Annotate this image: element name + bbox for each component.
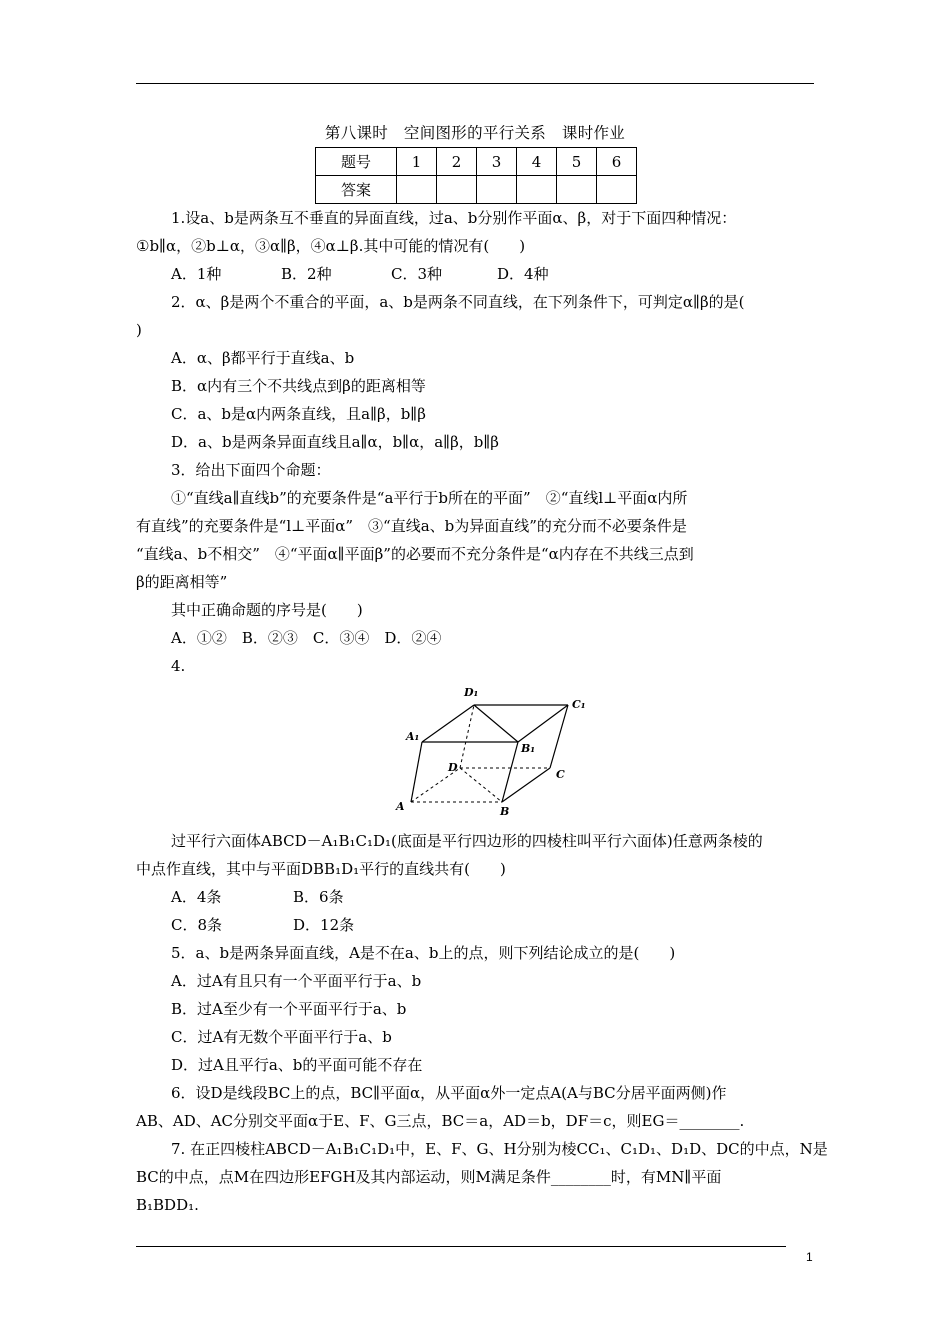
- q3-ask: 其中正确命题的序号是( ): [171, 601, 363, 619]
- q3-proposition-line: 有直线”的充要条件是“l⊥平面α” ③“直线a、b为异面直线”的充分而不必要条件是: [136, 517, 687, 535]
- label-a1: A₁: [406, 730, 420, 743]
- q2-option-c: C．a、b是α内两条直线，且a∥β，b∥β: [171, 405, 426, 423]
- q4-option-a: A．4条: [171, 888, 222, 906]
- q4-option-c: C．8条: [171, 916, 223, 934]
- q4-stem-line: 中点作直线，其中与平面DBB₁D₁平行的直线共有( ): [136, 860, 506, 878]
- q4-options-row-2: [136, 911, 816, 939]
- q3-proposition-line: ①“直线a∥直线b”的充要条件是“a平行于b所在的平面” ②“直线l⊥平面α内所: [171, 489, 688, 507]
- page-title: 第八课时 空间图形的平行关系 课时作业: [324, 124, 626, 142]
- answer-cell[interactable]: [397, 176, 437, 204]
- q4-option-b: B．6条: [293, 888, 344, 906]
- q6-stem-line: 6．设D是线段BC上的点，BC∥平面α，从平面α外一定点A(A与BC分居平面两侧)作: [171, 1084, 727, 1102]
- q3-proposition-line: “直线a、b不相交” ④“平面α∥平面β”的必要而不充分条件是“α内存在不共线三点到: [136, 545, 694, 563]
- q1-option-c: C．3种: [391, 265, 443, 283]
- q1-option-d: D．4种: [497, 265, 549, 283]
- edge-a1-d1: [422, 705, 474, 742]
- header-rule: [136, 83, 814, 84]
- q3-stem: 3．给出下面四个命题：: [171, 461, 331, 479]
- answer-table: [315, 147, 637, 204]
- footer-rule: [136, 1246, 786, 1247]
- table-header-cell: 题号: [316, 148, 397, 176]
- label-b1: B₁: [521, 742, 536, 755]
- q4-option-d: D．12条: [293, 916, 355, 934]
- answer-cell[interactable]: [597, 176, 637, 204]
- question-number-cell: 1: [397, 148, 437, 176]
- parallelepiped-figure: [390, 680, 586, 819]
- diagonal-d-b-hidden: [460, 768, 502, 802]
- answer-cell[interactable]: [477, 176, 517, 204]
- answer-cell[interactable]: [557, 176, 597, 204]
- label-d1: D₁: [464, 686, 479, 699]
- q7-stem-line: BC的中点，点M在四边形EFGH及其内部运动，则M满足条件________时，有MN∥平面: [136, 1168, 722, 1186]
- q4-number: 4.: [171, 657, 186, 675]
- label-d: D: [448, 761, 458, 774]
- question-number-cell: 3: [477, 148, 517, 176]
- q1-stem-line: ①b∥α，②b⊥α，③α∥β，④α⊥β.其中可能的情况有( ): [136, 237, 526, 255]
- parallelepiped-diagram: [390, 680, 586, 818]
- q5-option-d: D．过A且平行a、b的平面可能不存在: [171, 1056, 423, 1074]
- question-number-cell: 6: [597, 148, 637, 176]
- q4-stem-line: 过平行六面体ABCD－A₁B₁C₁D₁(底面是平行四边形的四棱柱叫平行六面体)任意两条棱的: [171, 832, 763, 850]
- q2-option-d: D．a、b是两条异面直线且a∥α，b∥α，a∥β，b∥β: [171, 433, 499, 451]
- q2-option-b: B．α内有三个不共线点到β的距离相等: [171, 377, 426, 395]
- q2-option-a: A．α、β都平行于直线a、b: [171, 349, 355, 367]
- questions-block-1: [136, 204, 816, 680]
- page-number: 1: [806, 1250, 813, 1264]
- q7-stem-line: 7. 在正四棱柱ABCD－A₁B₁C₁D₁中，E、F、G、H分别为棱CC₁、C₁D₁、D₁D、DC的中点，N是: [171, 1140, 828, 1158]
- edge-c1-c: [550, 705, 568, 768]
- answer-cell[interactable]: [437, 176, 477, 204]
- q1-option-a: A．1种: [171, 265, 222, 283]
- q1-stem-line: 1.设a、b是两条互不垂直的异面直线，过a、b分别作平面α、β，对于下面四种情况：: [171, 209, 737, 227]
- q1-option-b: B．2种: [281, 265, 332, 283]
- q2-stem-line: 2．α、β是两个不重合的平面，a、b是两条不同直线，在下列条件下，可判定α∥β的是(: [171, 293, 745, 311]
- q5-option-b: B．过A至少有一个平面平行于a、b: [171, 1000, 407, 1018]
- question-number-cell: 4: [517, 148, 557, 176]
- question-number-cell: 2: [437, 148, 477, 176]
- q4-options-row-1: [136, 883, 816, 911]
- diagonal-d1-b1: [474, 705, 518, 742]
- answer-cell[interactable]: [517, 176, 557, 204]
- q6-stem-line: AB、AD、AC分别交平面α于E、F、G三点，BC＝a，AD＝b，DF＝c，则EG＝________.: [136, 1112, 745, 1130]
- table-header-cell: 答案: [316, 176, 397, 204]
- q1-options: [136, 260, 816, 288]
- q5-stem: 5．a、b是两条异面直线，A是不在a、b上的点，则下列结论成立的是( ): [171, 944, 676, 962]
- label-c1: C₁: [572, 698, 586, 711]
- table-row: [316, 148, 637, 176]
- q2-stem-line: ): [136, 321, 142, 339]
- table-row: [316, 176, 637, 204]
- question-number-cell: 5: [557, 148, 597, 176]
- q5-option-a: A．过A有且只有一个平面平行于a、b: [171, 972, 422, 990]
- q3-proposition-line: β的距离相等”: [136, 573, 228, 591]
- label-a: A: [396, 800, 405, 813]
- edge-d-d1-hidden: [460, 705, 474, 768]
- edge-a-a1: [411, 742, 422, 802]
- q3-options: A．①② B．②③ C．③④ D．②④: [171, 629, 442, 647]
- q5-option-c: C．过A有无数个平面平行于a、b: [171, 1028, 392, 1046]
- label-b: B: [500, 805, 510, 818]
- edge-b1-c1: [518, 705, 568, 742]
- questions-block-2: [136, 827, 828, 1219]
- label-c: C: [556, 768, 565, 781]
- q7-stem-line: B₁BDD₁.: [136, 1196, 199, 1214]
